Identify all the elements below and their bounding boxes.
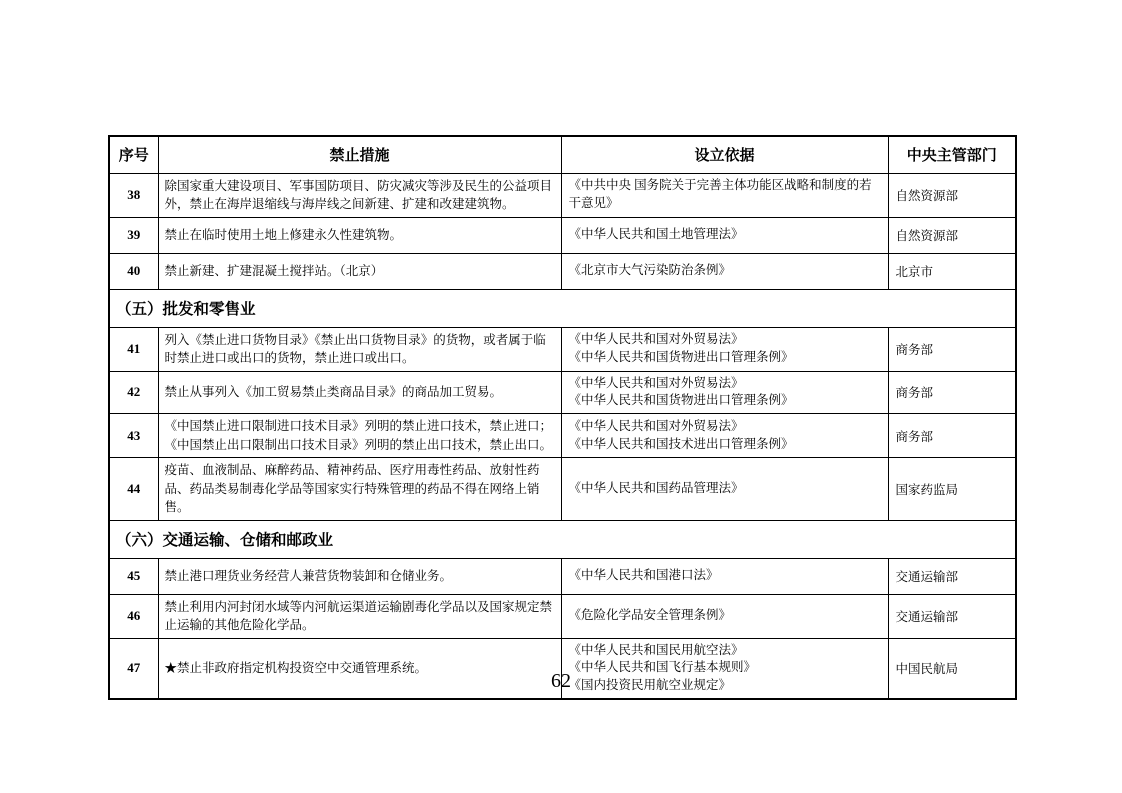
table-row [109, 594, 1016, 638]
row-number-cell: 44 [109, 458, 158, 521]
department-cell: 北京市 [888, 253, 1016, 289]
basis-cell [561, 371, 888, 414]
basis-law: 《中华人民共和国对外贸易法》 [568, 375, 744, 390]
basis-law: 《中华人民共和国货物进出口管理条例》 [568, 350, 794, 364]
basis-law: 《中华人民共和国港口法》 [568, 568, 719, 583]
header-cell-basis: 设立依据 [561, 136, 888, 173]
measure-cell: 列入《禁止进口货物目录》《禁止出口货物目录》的货物，或者属于临时禁止进口或出口的货物，禁止进口或出口。 [158, 327, 561, 371]
department-cell: 交通运输部 [888, 594, 1016, 638]
section-header-row [109, 520, 1016, 558]
row-number-cell: 46 [109, 594, 158, 638]
basis-cell [561, 217, 888, 253]
table-header [109, 136, 1016, 173]
department-cell: 商务部 [888, 414, 1016, 458]
measure-cell: 禁止新建、扩建混凝土搅拌站。（北京） [158, 253, 561, 289]
row-number-cell: 45 [109, 558, 158, 594]
department-cell: 中国民航局 [888, 638, 1016, 699]
department-cell: 商务部 [888, 327, 1016, 371]
table-row [109, 217, 1016, 253]
basis-law: 《中共中央 国务院关于完善主体功能区战略和制度的若干意见》 [568, 178, 872, 210]
basis-cell [561, 594, 888, 638]
row-number-cell: 40 [109, 253, 158, 289]
basis-cell [561, 173, 888, 217]
basis-law: 《中华人民共和国飞行基本规则》 [568, 660, 757, 675]
measure-cell: 禁止在临时使用土地上修建永久性建筑物。 [158, 217, 561, 253]
basis-law: 《中华人民共和国对外贸易法》 [568, 418, 744, 433]
basis-law: 《中华人民共和国技术进出口管理条例》 [568, 436, 794, 451]
measure-cell: 禁止港口理货业务经营人兼营货物装卸和仓储业务。 [158, 558, 561, 594]
prohibition-measures-table [108, 135, 1017, 700]
basis-law: 《危险化学品安全管理条例》 [568, 608, 732, 623]
table-header-row [109, 136, 1016, 173]
table-row [109, 558, 1016, 594]
section-title: （六）交通运输、仓储和邮政业 [109, 520, 1016, 558]
measure-cell: 除国家重大建设项目、军事国防项目、防灾减灾等涉及民生的公益项目外，禁止在海岸退缩线与海岸线之间新建、扩建和改建建筑物。 [158, 173, 561, 217]
basis-cell [561, 414, 888, 458]
header-cell-measure: 禁止措施 [158, 136, 561, 173]
department-cell: 商务部 [888, 371, 1016, 414]
basis-law: 《中华人民共和国民用航空法》 [568, 642, 744, 657]
table-row [109, 253, 1016, 289]
measure-cell: ★禁止非政府指定机构投资空中交通管理系统。 [158, 638, 561, 699]
table-row [109, 173, 1016, 217]
basis-cell [561, 458, 888, 521]
measure-cell: 疫苗、血液制品、麻醉药品、精神药品、医疗用毒性药品、放射性药品、药品类易制毒化学品等国家实行特殊管理的药品不得在网络上销售。 [158, 458, 561, 521]
basis-cell [561, 558, 888, 594]
page-number: 62 [551, 670, 571, 692]
header-cell-number: 序号 [109, 136, 158, 173]
table-row [109, 414, 1016, 458]
row-number-cell: 41 [109, 327, 158, 371]
table-body [109, 173, 1016, 699]
department-cell: 交通运输部 [888, 558, 1016, 594]
measure-cell: 禁止利用内河封闭水域等内河航运渠道运输剧毒化学品以及国家规定禁止运输的其他危险化学品。 [158, 594, 561, 638]
row-number-cell: 47 [109, 638, 158, 699]
row-number-cell: 39 [109, 217, 158, 253]
table-row [109, 371, 1016, 414]
section-header-row [109, 289, 1016, 327]
row-number-cell: 38 [109, 173, 158, 217]
section-title: （五）批发和零售业 [109, 289, 1016, 327]
basis-law: 《中华人民共和国货物进出口管理条例》 [568, 393, 794, 408]
department-cell: 国家药监局 [888, 458, 1016, 521]
row-number-cell: 42 [109, 371, 158, 414]
row-number-cell: 43 [109, 414, 158, 458]
basis-law: 《国内投资民用航空业规定》 [568, 678, 732, 692]
department-cell: 自然资源部 [888, 173, 1016, 217]
header-cell-department: 中央主管部门 [888, 136, 1016, 173]
basis-law: 《北京市大气污染防治条例》 [568, 263, 732, 278]
basis-cell [561, 327, 888, 371]
table-row [109, 458, 1016, 521]
department-cell: 自然资源部 [888, 217, 1016, 253]
basis-law: 《中华人民共和国药品管理法》 [568, 480, 744, 495]
measure-cell: 禁止从事列入《加工贸易禁止类商品目录》的商品加工贸易。 [158, 371, 561, 414]
basis-cell [561, 253, 888, 289]
basis-law: 《中华人民共和国土地管理法》 [568, 227, 744, 242]
table-row [109, 327, 1016, 371]
basis-law: 《中华人民共和国对外贸易法》 [568, 332, 744, 347]
measure-cell: 《中国禁止进口限制进口技术目录》列明的禁止进口技术，禁止进口；《中国禁止出口限制出口技术目录》列明的禁止出口技术，禁止出口。 [158, 414, 561, 458]
